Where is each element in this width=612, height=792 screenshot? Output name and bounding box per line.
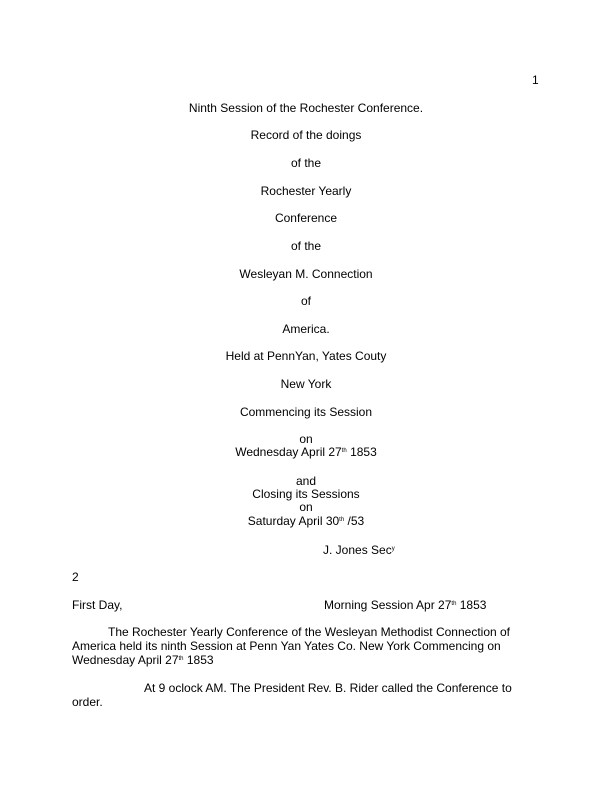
- session-heading-year: 1853: [456, 598, 487, 612]
- closing-and: and: [295, 474, 317, 488]
- session-heading-sup: th: [451, 601, 457, 607]
- commencing-date: [0, 445, 612, 459]
- record-line: America.: [282, 322, 330, 336]
- record-line: of: [300, 294, 311, 308]
- commencing-date-text: Wednesday April 27: [235, 445, 342, 459]
- commencing-date-sup: th: [341, 448, 347, 454]
- closing-date-year: /53: [344, 514, 365, 528]
- page-2-number: 2: [72, 570, 79, 584]
- session-heading: [324, 598, 486, 612]
- closing-date: [0, 514, 612, 528]
- record-line: of the: [290, 239, 322, 253]
- closing-label: Closing its Sessions: [252, 487, 360, 501]
- page-number: 1: [532, 73, 539, 87]
- closing-date-text: Saturday April 30: [247, 514, 340, 528]
- record-line: Wesleyan M. Connection: [239, 267, 373, 281]
- record-line: Conference: [274, 211, 338, 225]
- paragraph-call-to-order: At 9 oclock AM. The President Rev. B. Rider called the Conference to order.: [72, 681, 512, 709]
- record-line: Held at PennYan, Yates Couty: [225, 349, 387, 363]
- closing-date-sup: th: [339, 517, 345, 523]
- record-line: Rochester Yearly: [260, 184, 352, 198]
- session-heading-text: Morning Session Apr 27: [324, 598, 452, 612]
- commencing-date-year: 1853: [346, 445, 377, 459]
- closing-on: on: [299, 500, 313, 514]
- first-day-label: First Day,: [72, 598, 123, 612]
- secretary-signature: [323, 543, 395, 557]
- paragraph-opening: [72, 625, 516, 667]
- paragraph-opening-year: 1853: [183, 653, 214, 667]
- paragraph-opening-sup: th: [178, 656, 184, 662]
- paragraph-opening-text: The Rochester Yearly Conference of the Wesleyan Methodist Connection of America held its ninth Session at Penn Yan Yates Co. New York Commencing on Wednesday April 27: [72, 625, 511, 667]
- record-line: New York: [280, 377, 332, 391]
- record-line: Record of the doings: [250, 128, 362, 142]
- secretary-name: J. Jones Sec: [323, 543, 392, 557]
- record-line: of the: [290, 156, 322, 170]
- secretary-sup: y: [391, 546, 395, 552]
- document-title: Ninth Session of the Rochester Conference.: [188, 101, 424, 115]
- record-line: Commencing its Session: [239, 405, 373, 419]
- commencing-on: on: [299, 432, 313, 446]
